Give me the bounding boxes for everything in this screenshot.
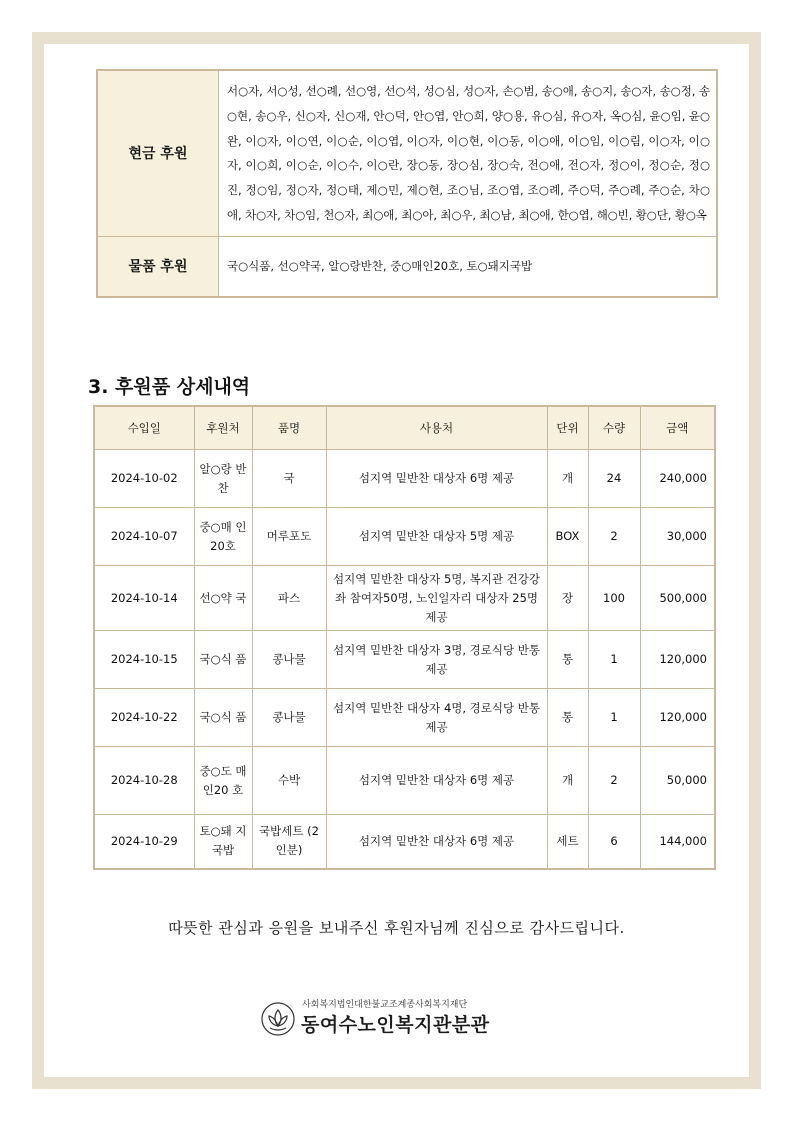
table-row (94, 450, 715, 508)
cash-donor-row (97, 70, 717, 236)
cell-date: 2024-10-15 (94, 631, 194, 689)
cell-date: 2024-10-02 (94, 450, 194, 508)
cell-date: 2024-10-28 (94, 747, 194, 815)
cell-usage: 섬지역 밑반찬 대상자 5명, 복지관 건강강좌 참여자50명, 노인일자리 대상자 25명 제공 (326, 566, 547, 631)
cell-date: 2024-10-14 (94, 566, 194, 631)
organization-subtitle: 사회복지법인대한불교조계종사회복지재단 (302, 1000, 468, 1010)
cell-unit: 개 (547, 747, 588, 815)
lotus-logo-icon (260, 1001, 296, 1037)
cell-amount: 120,000 (640, 631, 715, 689)
cell-unit: 통 (547, 631, 588, 689)
cell-usage: 섬지역 밑반찬 대상자 6명 제공 (326, 747, 547, 815)
cell-amount: 50,000 (640, 747, 715, 815)
cell-item: 콩나물 (252, 689, 326, 747)
goods-donor-names: 국○식품, 선○약국, 알○랑반찬, 중○매인20호, 토○돼지국밥 (219, 236, 718, 297)
cell-date: 2024-10-29 (94, 815, 194, 869)
cell-qty: 100 (588, 566, 640, 631)
cell-unit: 통 (547, 689, 588, 747)
cell-amount: 500,000 (640, 566, 715, 631)
cell-item: 국밥세트 (2인분) (252, 815, 326, 869)
goods-donor-row (97, 236, 717, 297)
cell-qty: 6 (588, 815, 640, 869)
header-qty: 수량 (588, 406, 640, 450)
cell-usage: 섬지역 밑반찬 대상자 5명 제공 (326, 508, 547, 566)
cash-donor-label: 현금 후원 (97, 70, 219, 236)
cash-donor-names: 서○자, 서○성, 선○례, 선○영, 선○석, 성○심, 성○자, 손○범, 송○애, 송○지, 송○자, 송○정, 송○현, 송○우, 신○자, 신○재, 안○덕, 안○엽, 안○희, 양○용, 유○심, 유○자, 옥○심, 윤○임, 윤○완, 이○자, 이○연, 이○순, 이○엽, 이○자, 이○현, 이○동, 이○애, 이○임, 이○림, 이○자, 이○자, 이○희, 이○순, 이○수, 이○란, 장○동, 장○심, 장○숙, 전○애, 전○자, 정○이, 정○순, 정○진, 정○임, 정○자, 정○태, 제○민, 제○현, 조○님, 조○엽, 조○례, 주○덕, 주○례, 주○순, 차○애, 차○자, 차○임, 천○자, 최○애, 최○아, 최○우, 최○남, 최○애, 한○엽, 해○빈, 황○단, 황○옥 (219, 70, 718, 236)
header-amount: 금액 (640, 406, 715, 450)
cell-usage: 섬지역 밑반찬 대상자 6명 제공 (326, 450, 547, 508)
donation-detail-table (93, 405, 716, 870)
cell-donor: 선○약 국 (194, 566, 252, 631)
table-row (94, 747, 715, 815)
cell-unit: 세트 (547, 815, 588, 869)
goods-donor-label: 물품 후원 (97, 236, 219, 297)
cell-donor: 국○식 품 (194, 689, 252, 747)
cell-donor: 중○도 매인20 호 (194, 747, 252, 815)
organization-logo (260, 997, 530, 1037)
page-frame (32, 32, 761, 1089)
cell-date: 2024-10-07 (94, 508, 194, 566)
header-item: 품명 (252, 406, 326, 450)
table-row (94, 815, 715, 869)
header-date: 수입일 (94, 406, 194, 450)
organization-name: 동여수노인복지관분관 (301, 1014, 490, 1036)
cell-donor: 알○랑 반찬 (194, 450, 252, 508)
cell-qty: 2 (588, 747, 640, 815)
cell-unit: 개 (547, 450, 588, 508)
cell-amount: 120,000 (640, 689, 715, 747)
table-row (94, 689, 715, 747)
table-row (94, 508, 715, 566)
cell-qty: 1 (588, 631, 640, 689)
cell-item: 머루포도 (252, 508, 326, 566)
cell-item: 콩나물 (252, 631, 326, 689)
cell-item: 파스 (252, 566, 326, 631)
header-unit: 단위 (547, 406, 588, 450)
detail-header-row (94, 406, 715, 450)
cell-unit: BOX (547, 508, 588, 566)
cell-date: 2024-10-22 (94, 689, 194, 747)
header-usage: 사용처 (326, 406, 547, 450)
cell-item: 수박 (252, 747, 326, 815)
cell-usage: 섬지역 밑반찬 대상자 3명, 경로식당 반통 제공 (326, 631, 547, 689)
cell-donor: 국○식 품 (194, 631, 252, 689)
cell-usage: 섬지역 밑반찬 대상자 4명, 경로식당 반통 제공 (326, 689, 547, 747)
cell-amount: 30,000 (640, 508, 715, 566)
document-page (44, 44, 749, 1077)
cell-usage: 섬지역 밑반찬 대상자 6명 제공 (326, 815, 547, 869)
section-title: 3. 후원품 상세내역 (88, 376, 251, 398)
thank-you-message: 따뜻한 관심과 응원을 보내주신 후원자님께 진심으로 감사드립니다. (168, 919, 625, 937)
table-row (94, 566, 715, 631)
header-donor: 후원처 (194, 406, 252, 450)
cell-qty: 24 (588, 450, 640, 508)
donor-table (96, 69, 718, 298)
cell-donor: 중○매 인20호 (194, 508, 252, 566)
table-row (94, 631, 715, 689)
cell-unit: 장 (547, 566, 588, 631)
cell-qty: 1 (588, 689, 640, 747)
cell-amount: 144,000 (640, 815, 715, 869)
cell-amount: 240,000 (640, 450, 715, 508)
cell-donor: 토○돼 지국밥 (194, 815, 252, 869)
cell-qty: 2 (588, 508, 640, 566)
cell-item: 국 (252, 450, 326, 508)
